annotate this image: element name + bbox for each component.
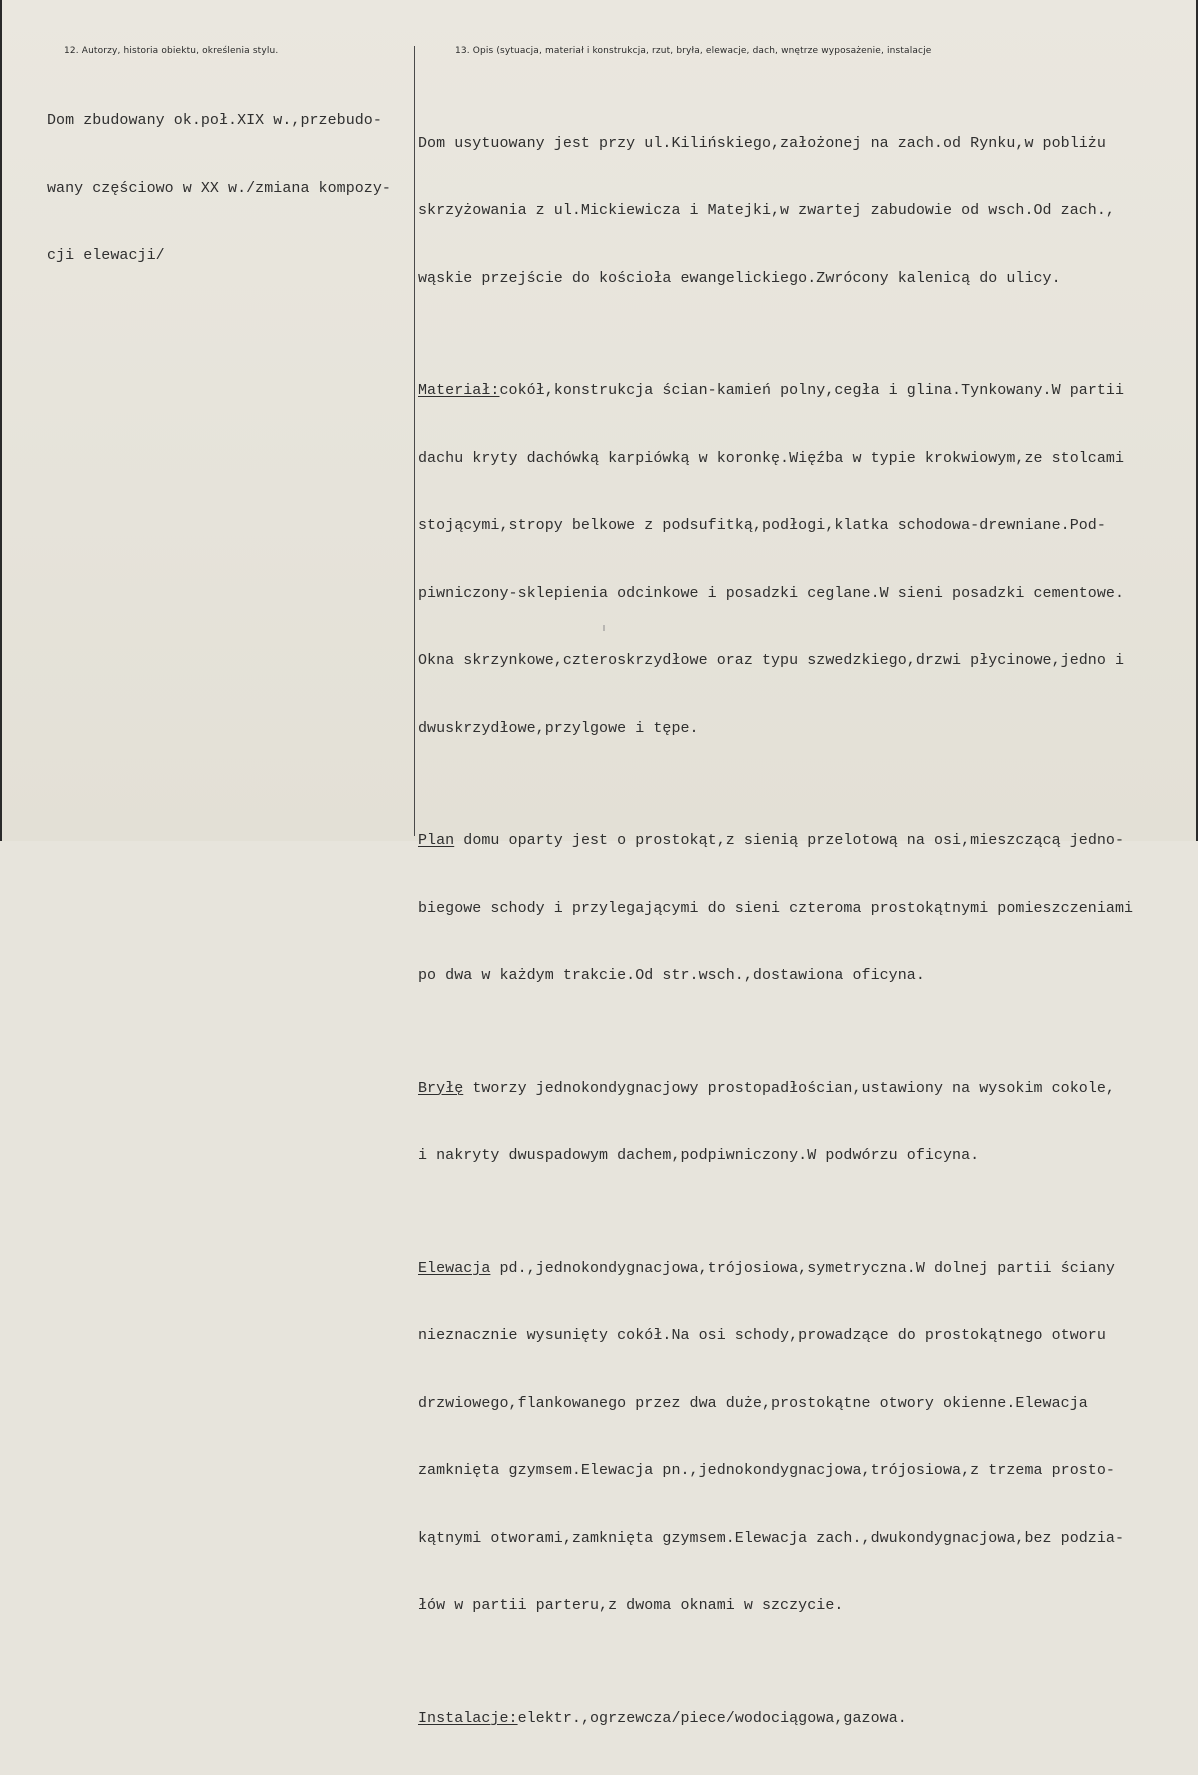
- text-line: drzwiowego,flankowanego przez dwa duże,prostokątne otwory okienne.Elewacja: [418, 1394, 1088, 1412]
- material-label: Materiał:: [418, 382, 500, 399]
- section-13-header: 13. Opis (sytuacja, materiał i konstrukcja, rzut, bryła, elewacje, dach, wnętrze wyposażenie, instalacje: [455, 46, 932, 56]
- text-line: stojącymi,stropy belkowe z podsufitką,podłogi,klatka schodowa-drewniane.Pod-: [418, 517, 1106, 534]
- text-line: cji elewacji/: [47, 247, 165, 264]
- text-line: Dom usytuowany jest przy ul.Kilińskiego,założonej na zach.od Rynku,w pobliżu: [418, 134, 1106, 152]
- text-line: kątnymi otworami,zamknięta gzymsem.Elewacja zach.,dwukondygnacjowa,bez podzia-: [418, 1529, 1125, 1547]
- text-line: Dom zbudowany ok.poł.XIX w.,przebudo-: [47, 112, 382, 129]
- section-12-header: 12. Autorzy, historia obiektu, określenia stylu.: [64, 46, 279, 56]
- text-line: i nakryty dwuspadowym dachem,podpiwniczony.W podwórzu oficyna.: [418, 1147, 980, 1164]
- text-line: dwuskrzydłowe,przylgowe i tępe.: [418, 719, 699, 737]
- text-line: wany częściowo w XX w./zmiana kompozy-: [47, 179, 391, 197]
- text-line: dachu kryty dachówką karpiówką w koronkę.Więźba w typie krokwiowym,ze stolcami: [418, 449, 1125, 467]
- paper-mark: [603, 625, 605, 631]
- text-line: Okna skrzynkowe,czteroskrzydłowe oraz typu szwedzkiego,drzwi płycinowe,jedno i: [418, 652, 1125, 669]
- text-line: nieznacznie wysunięty cokół.Na osi schody,prowadzące do prostokątnego otworu: [418, 1327, 1106, 1344]
- text-line: biegowe schody i przylegającymi do sieni czteroma prostokątnymi pomieszczeniami: [418, 899, 1134, 917]
- text-line: po dwa w każdym trakcie.Od str.wsch.,dostawiona oficyna.: [418, 967, 925, 984]
- massing-label: Bryłę: [418, 1079, 464, 1097]
- text-line: łów w partii parteru,z dwoma oknami w szczycie.: [418, 1597, 844, 1614]
- text-line: Materiał:cokół,konstrukcja ścian-kamień polny,cegła i glina.Tynkowany.W partii: [418, 382, 1125, 399]
- description-text: [418, 65, 1133, 1775]
- installations-label: Instalacje:: [418, 1709, 518, 1727]
- text-line: Instalacje:elektr.,ogrzewcza/piece/wodociągowa,gazowa.: [418, 1709, 907, 1727]
- text-line: Elewacja pd.,jednokondygnacjowa,trójosiowa,symetryczna.W dolnej partii ściany: [418, 1259, 1115, 1277]
- plan-label: Plan: [418, 832, 455, 849]
- column-divider: [414, 46, 415, 836]
- text-line: Bryłę tworzy jednokondygnacjowy prostopadłościan,ustawiony na wysokim cokole,: [418, 1079, 1115, 1097]
- history-text: [47, 65, 391, 313]
- text-line: Plan domu oparty jest o prostokąt,z sienią przelotową na osi,mieszczącą jedno-: [418, 832, 1125, 849]
- text-line: zamknięta gzymsem.Elewacja pn.,jednokondygnacjowa,trójosiowa,z trzema prosto-: [418, 1462, 1115, 1479]
- text-line: wąskie przejście do kościoła ewangelickiego.Zwrócony kalenicą do ulicy.: [418, 269, 1061, 287]
- text-line: piwniczony-sklepienia odcinkowe i posadzki ceglane.W sieni posadzki cementowe.: [418, 584, 1125, 602]
- text-line: skrzyżowania z ul.Mickiewicza i Matejki,w zwartej zabudowie od wsch.Od zach.,: [418, 202, 1115, 219]
- elevation-label: Elewacja: [418, 1259, 491, 1277]
